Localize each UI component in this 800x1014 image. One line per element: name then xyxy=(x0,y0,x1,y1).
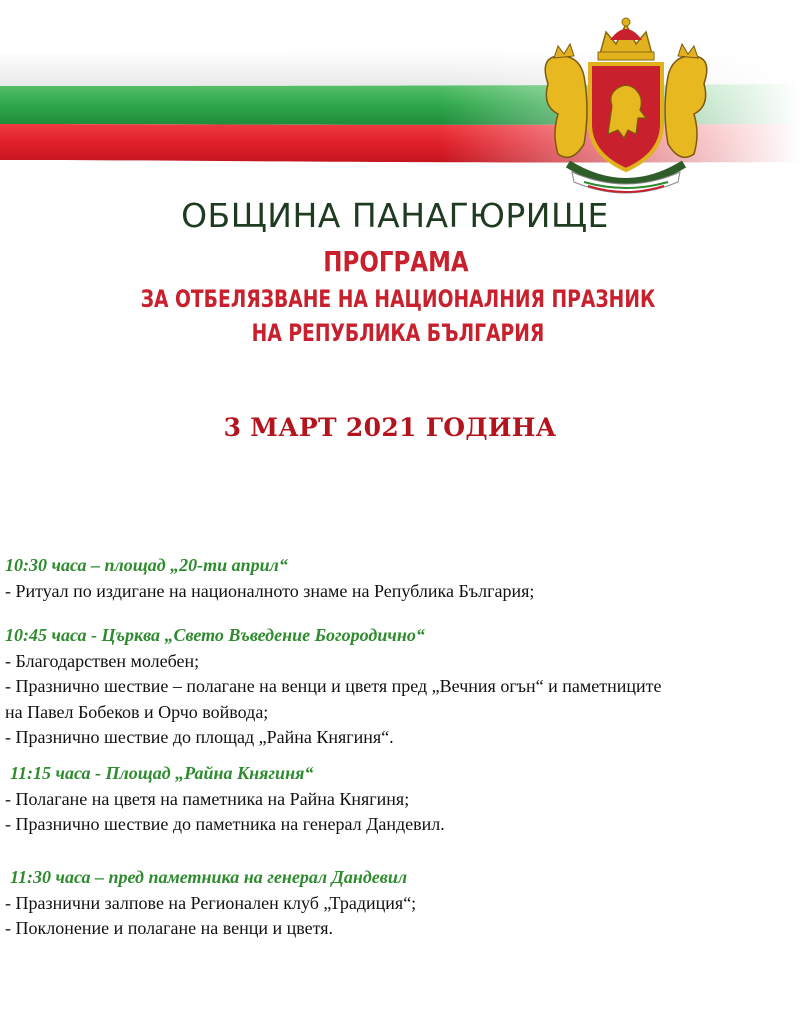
schedule-item xyxy=(5,622,795,751)
municipality-title: ОБЩИНА ПАНАГЮРИЩЕ xyxy=(181,196,609,235)
subtitle-line-2: НА РЕПУБЛИКА БЪЛГАРИЯ xyxy=(251,319,545,347)
event-line: - Празнично шествие до паметника на генерал Дандевил. xyxy=(5,814,445,834)
subtitle-line-1: ЗА ОТБЕЛЯЗВАНЕ НА НАЦИОНАЛНИЯ ПРАЗНИК xyxy=(140,285,656,313)
event-line: - Благодарствен молебен; xyxy=(5,650,200,671)
header xyxy=(0,196,800,350)
schedule-item xyxy=(5,552,795,605)
event-line: - Празнично шествие – полагане на венци и цветя пред „Вечния огън“ и паметниците xyxy=(5,676,662,696)
event-line: на Павел Бобеков и Орчо войвода; xyxy=(5,701,269,722)
event-time: 10:45 часа - Църква „Свето Въведение Богородично“ xyxy=(5,624,425,645)
event-line: - Полагане на цветя на паметника на Райна Княгиня; xyxy=(5,788,410,809)
schedule xyxy=(5,552,795,942)
schedule-item xyxy=(5,864,795,942)
event-line: - Празнично шествие до площад „Райна Княгиня“. xyxy=(5,727,394,747)
event-time: 11:15 часа - Площад „Райна Княгиня“ xyxy=(10,762,314,783)
event-time: 11:30 часа – пред паметника на генерал Дандевил xyxy=(10,866,408,887)
schedule-item xyxy=(5,760,795,838)
coat-of-arms-icon xyxy=(528,14,724,204)
subtitle xyxy=(84,282,711,350)
program-title: ПРОГРАМА xyxy=(323,245,469,278)
event-time: 10:30 часа – площад „20-ти април“ xyxy=(5,555,288,575)
event-line: - Ритуал по издигане на националното знаме на Република България; xyxy=(5,581,535,601)
event-date: 3 МАРТ 2021 ГОДИНА xyxy=(223,413,557,442)
event-line: - Празнични залпове на Регионален клуб „Традиция“; xyxy=(5,892,417,913)
event-line: - Поклонение и полагане на венци и цветя. xyxy=(5,918,334,938)
